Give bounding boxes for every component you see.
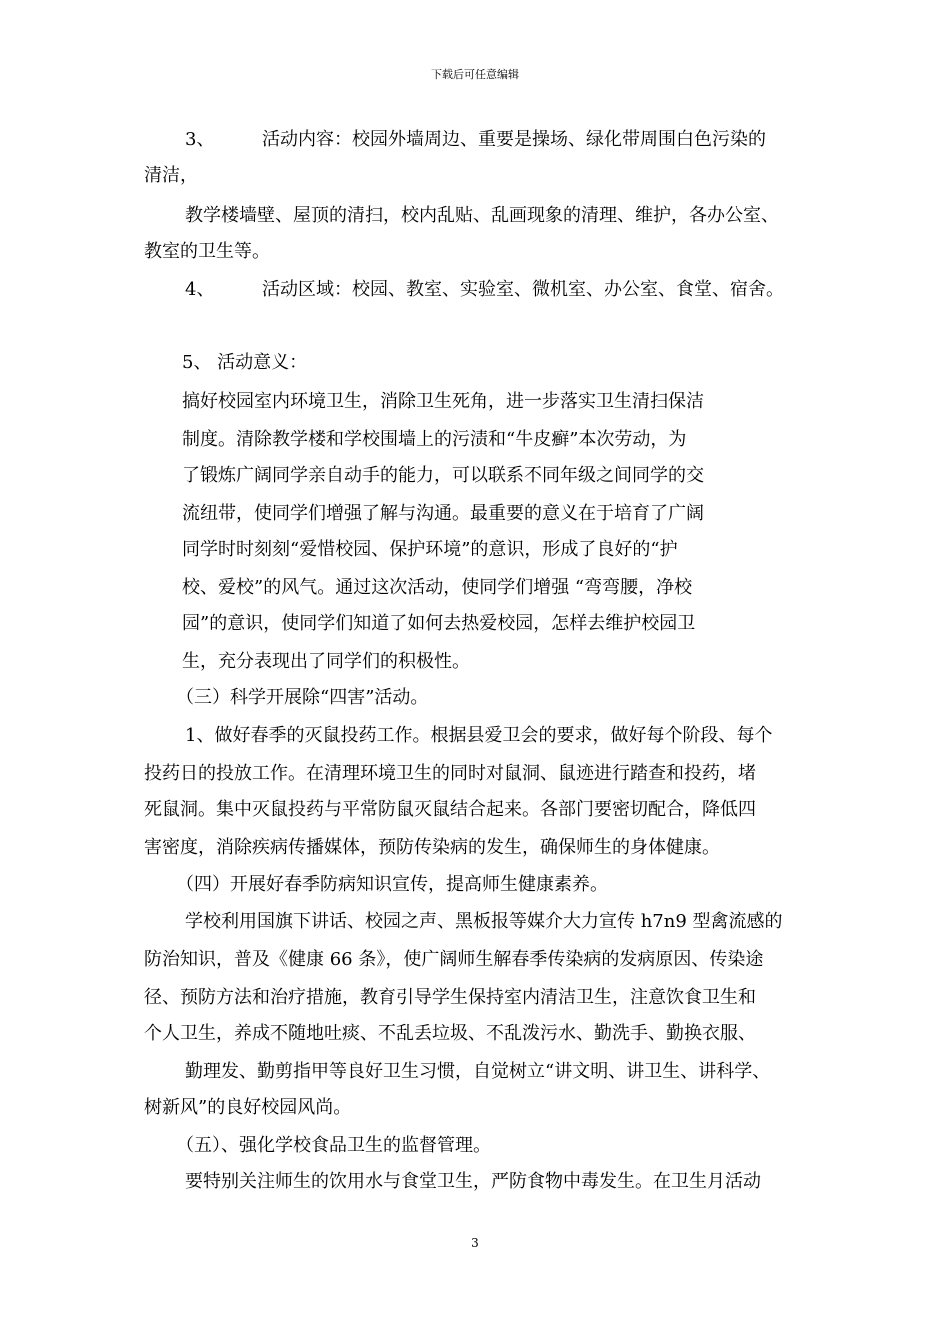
item-5-line: 流纽带，使同学们增强了解与沟通。最重要的意义在于培育了广阔 xyxy=(182,503,704,524)
item-4-text: 活动区域：校园、教室、实验室、微机室、办公室、食堂、宿舍。 xyxy=(262,279,784,300)
section-5-line: 要特别关注师生的饮用水与食堂卫生，严防食物中毒发生。在卫生月活动 xyxy=(185,1171,761,1192)
item-3-line-4: 教室的卫生等。 xyxy=(144,241,270,262)
item-5-line: 园”的意识，使同学们知道了如何去热爱校园，怎样去维护校园卫 xyxy=(182,613,696,634)
section-4-line: 防治知识，普及《健康 66 条》，使广阔师生解春季传染病的发病原因、传染途 xyxy=(144,949,764,970)
item-3-line-1: 活动内容：校园外墙周边、重要是操场、绿化带周围白色污染的 xyxy=(262,129,766,150)
item-5-line: 同学时时刻刻“爱惜校园、保护环境”的意识，形成了良好的“护 xyxy=(182,539,678,560)
section-5-heading: （五）、强化学校食品卫生的监督管理。 xyxy=(176,1135,491,1156)
item-4-number: 4、 xyxy=(185,279,215,300)
section-3-line: 死鼠洞。集中灭鼠投药与平常防鼠灭鼠结合起来。各部门要密切配合，降低四 xyxy=(144,799,756,820)
section-4-line: 树新风”的良好校园风尚。 xyxy=(144,1097,352,1118)
item-5-heading: 5、 活动意义： xyxy=(182,352,308,373)
item-3-line-3: 教学楼墙壁、屋顶的清扫，校内乱贴、乱画现象的清理、维护，各办公室、 xyxy=(185,205,779,226)
section-4-line: 勤理发、勤剪指甲等良好卫生习惯，自觉树立“讲文明、讲卫生、讲科学、 xyxy=(185,1061,771,1082)
section-4-heading: （四）开展好春季防病知识宣传，提高师生健康素养。 xyxy=(176,874,608,895)
item-5-line: 了锻炼广阔同学亲自动手的能力，可以联系不同年级之间同学的交 xyxy=(182,465,704,486)
section-3-line: 1、做好春季的灭鼠投药工作。根据县爱卫会的要求，做好每个阶段、每个 xyxy=(185,725,773,746)
section-3-line: 投药日的投放工作。在清理环境卫生的同时对鼠洞、鼠迹进行踏查和投药，堵 xyxy=(144,763,756,784)
page-header: 下载后可任意编辑 xyxy=(431,68,519,81)
item-5-line: 校、爱校”的风气。通过这次活动，使同学们增强 “弯弯腰，净校 xyxy=(182,577,693,598)
section-4-line: 学校利用国旗下讲话、校园之声、黑板报等媒介大力宣传 h7n9 型禽流感的 xyxy=(185,911,783,932)
item-5-line: 搞好校园室内环境卫生，消除卫生死角，进一步落实卫生清扫保洁 xyxy=(182,391,704,412)
section-3-line: 害密度，消除疾病传播媒体，预防传染病的发生，确保师生的身体健康。 xyxy=(144,837,720,858)
item-3-number: 3、 xyxy=(185,129,215,150)
item-3-line-2: 清洁， xyxy=(144,165,198,186)
section-4-line: 个人卫生，养成不随地吐痰、不乱丢垃圾、不乱泼污水、勤洗手、勤换衣服、 xyxy=(144,1023,756,1044)
item-5-line: 制度。清除教学楼和学校围墙上的污渍和“牛皮癣”本次劳动，为 xyxy=(182,429,687,450)
item-5-line: 生，充分表现出了同学们的积极性。 xyxy=(182,651,470,672)
section-3-heading: （三）科学开展除“四害”活动。 xyxy=(176,687,429,708)
section-4-line: 径、预防方法和治疗措施，教育引导学生保持室内清洁卫生，注意饮食卫生和 xyxy=(144,987,756,1008)
page-number: 3 xyxy=(471,1236,479,1250)
